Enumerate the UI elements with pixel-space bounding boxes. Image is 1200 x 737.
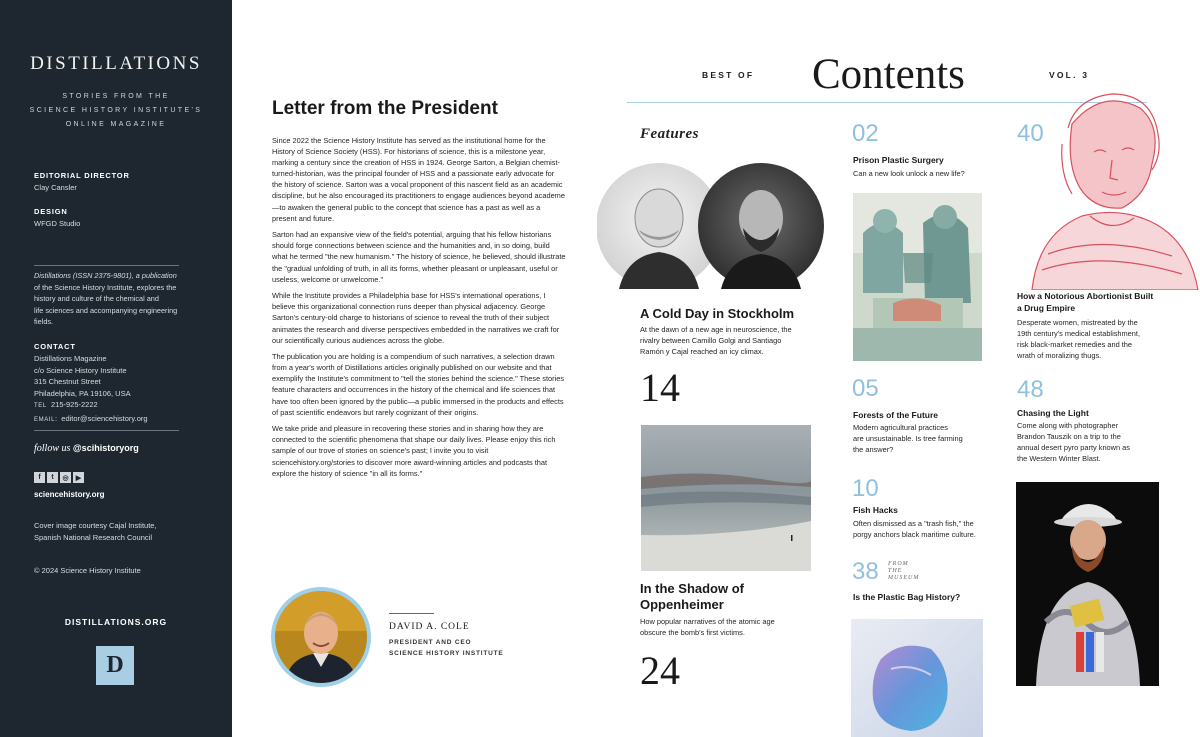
item-page-number: 05 <box>852 375 879 402</box>
item-page-number: 10 <box>852 475 879 502</box>
item-title[interactable]: Chasing the Light <box>1017 408 1089 418</box>
plastic-bag-image[interactable] <box>851 619 983 737</box>
facebook-icon[interactable]: f <box>34 472 45 483</box>
editorial-director-label: EDITORIAL DIRECTOR <box>34 171 130 180</box>
item-title[interactable]: How a Notorious Abortionist Built a Drug Empire <box>1017 291 1154 313</box>
cover-credit: Cover image courtesy Cajal Institute, Spanish National Research Council <box>34 521 157 542</box>
letter-paragraph: Sarton had an expansive view of the field's potential, arguing that his fellow historians should forge connections between science and the humanities and, in so doing, build what he termed "the new humanism." The history of science, he believed, should illustrate the "gradual unfolding of truth, in all its forms, whether pleasant or unpleasant, useful or useless, welcome or unwelcome." <box>272 230 566 284</box>
contact-label: CONTACT <box>34 342 76 351</box>
best-of-label: BEST OF <box>702 70 755 80</box>
about-text: Distillations (ISSN 2375-9801), a publication of the Science History Institute, explores the history and culture of the chemical and life sciences and accompanying engineering fields. <box>34 271 178 326</box>
prison-surgery-image[interactable] <box>853 193 982 361</box>
youtube-icon[interactable]: ▶ <box>73 472 84 483</box>
phone-link[interactable]: 215-925-2222 <box>50 400 98 409</box>
item-description: Often dismissed as a "trash fish," the porgy anchors black maritime culture. <box>853 519 976 539</box>
email-link[interactable]: editor@sciencehistory.org <box>61 413 148 423</box>
signature-rule <box>389 613 434 614</box>
feature-description: At the dawn of a new age in neuroscience, the rivalry between Camillo Golgi and Santiago Ramón y Cajal reached an icy climax. <box>640 325 792 356</box>
divider <box>34 430 179 431</box>
feature-title[interactable]: In the Shadow of Oppenheimer <box>640 581 744 612</box>
website-link[interactable]: sciencehistory.org <box>34 490 105 499</box>
from-the-museum-kicker: FROM THE MUSEUM <box>888 561 920 581</box>
contact-address: Distillations Magazine c/o Science History Institute 315 Chestnut Street Philadelphia, PA 19106, USA TEL 215-925-2222 EMAIL: editor@sciencehistory.org <box>34 354 148 423</box>
letter-body <box>272 135 566 484</box>
contents-title: Contents <box>812 51 965 98</box>
magazine-brand: DISTILLATIONS <box>30 53 202 74</box>
distillations-org-link[interactable]: DISTILLATIONS.ORG <box>64 617 168 627</box>
social-icons <box>34 472 84 483</box>
feature-page-number: 14 <box>640 365 680 410</box>
sidebar <box>0 0 232 737</box>
letter-paragraph: While the Institute provides a Philadelphia base for HSS's international operations, I believe this organizational connection runs deeper than physical adjacency. George Sarton's century-old charge to historians of science to reveal the truth of their subject animates the research and diverse perspectives embedded in the narratives we craft for our scientifically curious audiences across the globe. <box>272 291 560 345</box>
twitter-icon[interactable]: t <box>47 472 58 483</box>
tagline: STORIES FROM THE SCIENCE HISTORY INSTITUTE'S ONLINE MAGAZINE <box>29 93 203 128</box>
feature-page-number: 24 <box>640 648 680 693</box>
item-page-number: 40 <box>1017 120 1044 147</box>
item-title[interactable]: Forests of the Future <box>853 410 939 420</box>
feature-description: How popular narratives of the atomic age obscure the bomb's first victims. <box>640 617 775 637</box>
letter-paragraph: The publication you are holding is a compendium of such narratives, a selection drawn from a year's worth of Distillations articles originally published on our website and that exemplify the Institute's commitment to "tell the stories behind the science." These stories feature characters and occurrences in the history of the chemical and life sciences that have too often been ignored by the public—a public immersed in the products and effects of past scientific endeavors but rarely cognizant of their origins. <box>272 352 565 417</box>
item-page-number: 48 <box>1017 376 1044 403</box>
item-description: Desperate women, mistreated by the 19th century's medical establishment, risk black-market remedies and the wrath of moralizing thugs. <box>1017 318 1141 360</box>
item-description: Modern agricultural practices are unsustainable. Is tree farming the answer? <box>853 423 963 454</box>
social-handle-link[interactable]: @scihistoryorg <box>72 443 139 453</box>
design-credit: WFGD Studio <box>34 219 81 228</box>
follow-us: follow us @scihistoryorg <box>34 443 139 454</box>
item-title[interactable]: Fish Hacks <box>853 505 898 515</box>
feature-title[interactable]: A Cold Day in Stockholm <box>640 306 795 321</box>
design-label: DESIGN <box>34 207 68 216</box>
item-page-number: 02 <box>852 120 879 147</box>
feature-oppenheimer-image[interactable] <box>641 425 811 571</box>
divider <box>34 265 179 266</box>
copyright: © 2024 Science History Institute <box>34 566 141 575</box>
volume-label: VOL. 3 <box>1049 70 1090 80</box>
signature-name: DAVID A. COLE <box>389 622 470 632</box>
item-title[interactable]: Is the Plastic Bag History? <box>853 592 961 602</box>
instagram-icon[interactable]: ◎ <box>60 472 71 483</box>
feature-golgi-cajal-image[interactable] <box>597 160 829 292</box>
editorial-director: Clay Cansler <box>34 183 77 192</box>
item-title[interactable]: Prison Plastic Surgery <box>853 155 944 165</box>
letter-title: Letter from the President <box>272 98 498 119</box>
abortionist-engraving-image[interactable] <box>1002 84 1200 290</box>
item-page-number: 38 <box>852 558 879 585</box>
signature-role: PRESIDENT AND CEO SCIENCE HISTORY INSTITUTE <box>389 639 504 657</box>
item-description: Come along with photographer Brandon Tauszik on a trip to the annual desert pyro party known as the Western Winter Blast. <box>1017 421 1130 463</box>
distillations-logo: D <box>96 646 134 685</box>
item-description: Can a new look unlock a new life? <box>853 169 965 178</box>
letter-paragraph: Since 2022 the Science History Institute has served as the institutional home for the History of Science Society (HSS). For historians of science, this is a milestone year, marking a century since the creation of HSS in 1924. George Sarton, a Belgian chemist-turned-historian, was the principal founder of HSS and a passionate early advocate for the history of science. Sarton was a vocal proponent of this nascent field as an academic discipline, but he also encouraged its practitioners to engage audiences beyond academe—to awaken the general public to the concept that science has a past as well as a present and future. <box>272 136 565 223</box>
chasing-light-image[interactable] <box>1016 482 1159 686</box>
letter-paragraph: We take pride and pleasure in recovering these stories and in sharing how they are connected to the scientific phenomena that shape our daily lives. Please enjoy this rich sample of our trove of stories on science's past; I invite you to visit sciencehistory.org/stories to discover more award-winning articles and podcasts that explore the history of science "in all its forms." <box>272 424 556 478</box>
president-portrait <box>271 587 371 687</box>
features-heading: Features <box>640 126 700 142</box>
